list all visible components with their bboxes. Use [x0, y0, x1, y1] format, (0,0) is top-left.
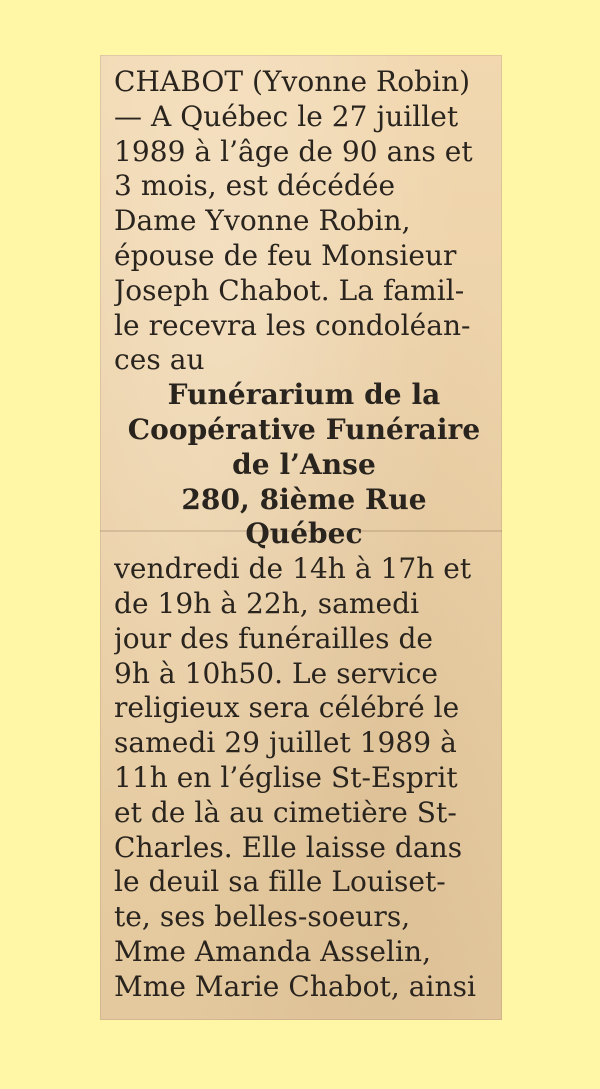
line-16: de 19h à 22h, samedi [114, 586, 420, 620]
line-17: jour des funérailles de [114, 621, 434, 655]
line-9: ces au [114, 343, 205, 377]
line-10: Funérarium de la [167, 378, 441, 412]
line-4: 3 mois, est décédée [114, 169, 396, 203]
cut-off-next-line [114, 1005, 494, 1023]
line-19: religieux sera célébré le [114, 691, 460, 725]
line-25: te, ses belles-soeurs, [114, 900, 411, 934]
line-12: de l’Anse [232, 447, 376, 481]
line-1: CHABOT (Yvonne Robin) [114, 65, 471, 98]
obituary-text [114, 65, 494, 1023]
line-24: le deuil sa fille Louiset- [114, 865, 446, 899]
line-14: Québec [245, 517, 363, 551]
newspaper-clipping [100, 55, 502, 1020]
line-23: Charles. Elle laisse dans [114, 830, 463, 864]
line-5: Dame Yvonne Robin, [114, 204, 411, 238]
line-7: Joseph Chabot. La famil- [114, 273, 465, 307]
line-22: et de là au cimetière St- [114, 795, 457, 829]
line-15: vendredi de 14h à 17h et [114, 552, 472, 586]
line-20: samedi 29 juillet 1989 à [114, 726, 457, 760]
line-18: 9h à 10h50. Le service [114, 656, 438, 690]
line-6: épouse de feu Monsieur [114, 238, 457, 272]
line-27: Mme Marie Chabot, ainsi [114, 969, 477, 1003]
line-11: Coopérative Funéraire [127, 412, 481, 446]
line-21: 11h en l’église St-Esprit [114, 760, 458, 794]
line-3: 1989 à l’âge de 90 ans et [114, 134, 473, 168]
line-8: le recevra les condoléan- [114, 308, 471, 342]
line-2: — A Québec le 27 juillet [114, 99, 459, 133]
line-26: Mme Amanda Asselin, [114, 934, 432, 968]
line-13: 280, 8ième Rue [181, 482, 427, 516]
